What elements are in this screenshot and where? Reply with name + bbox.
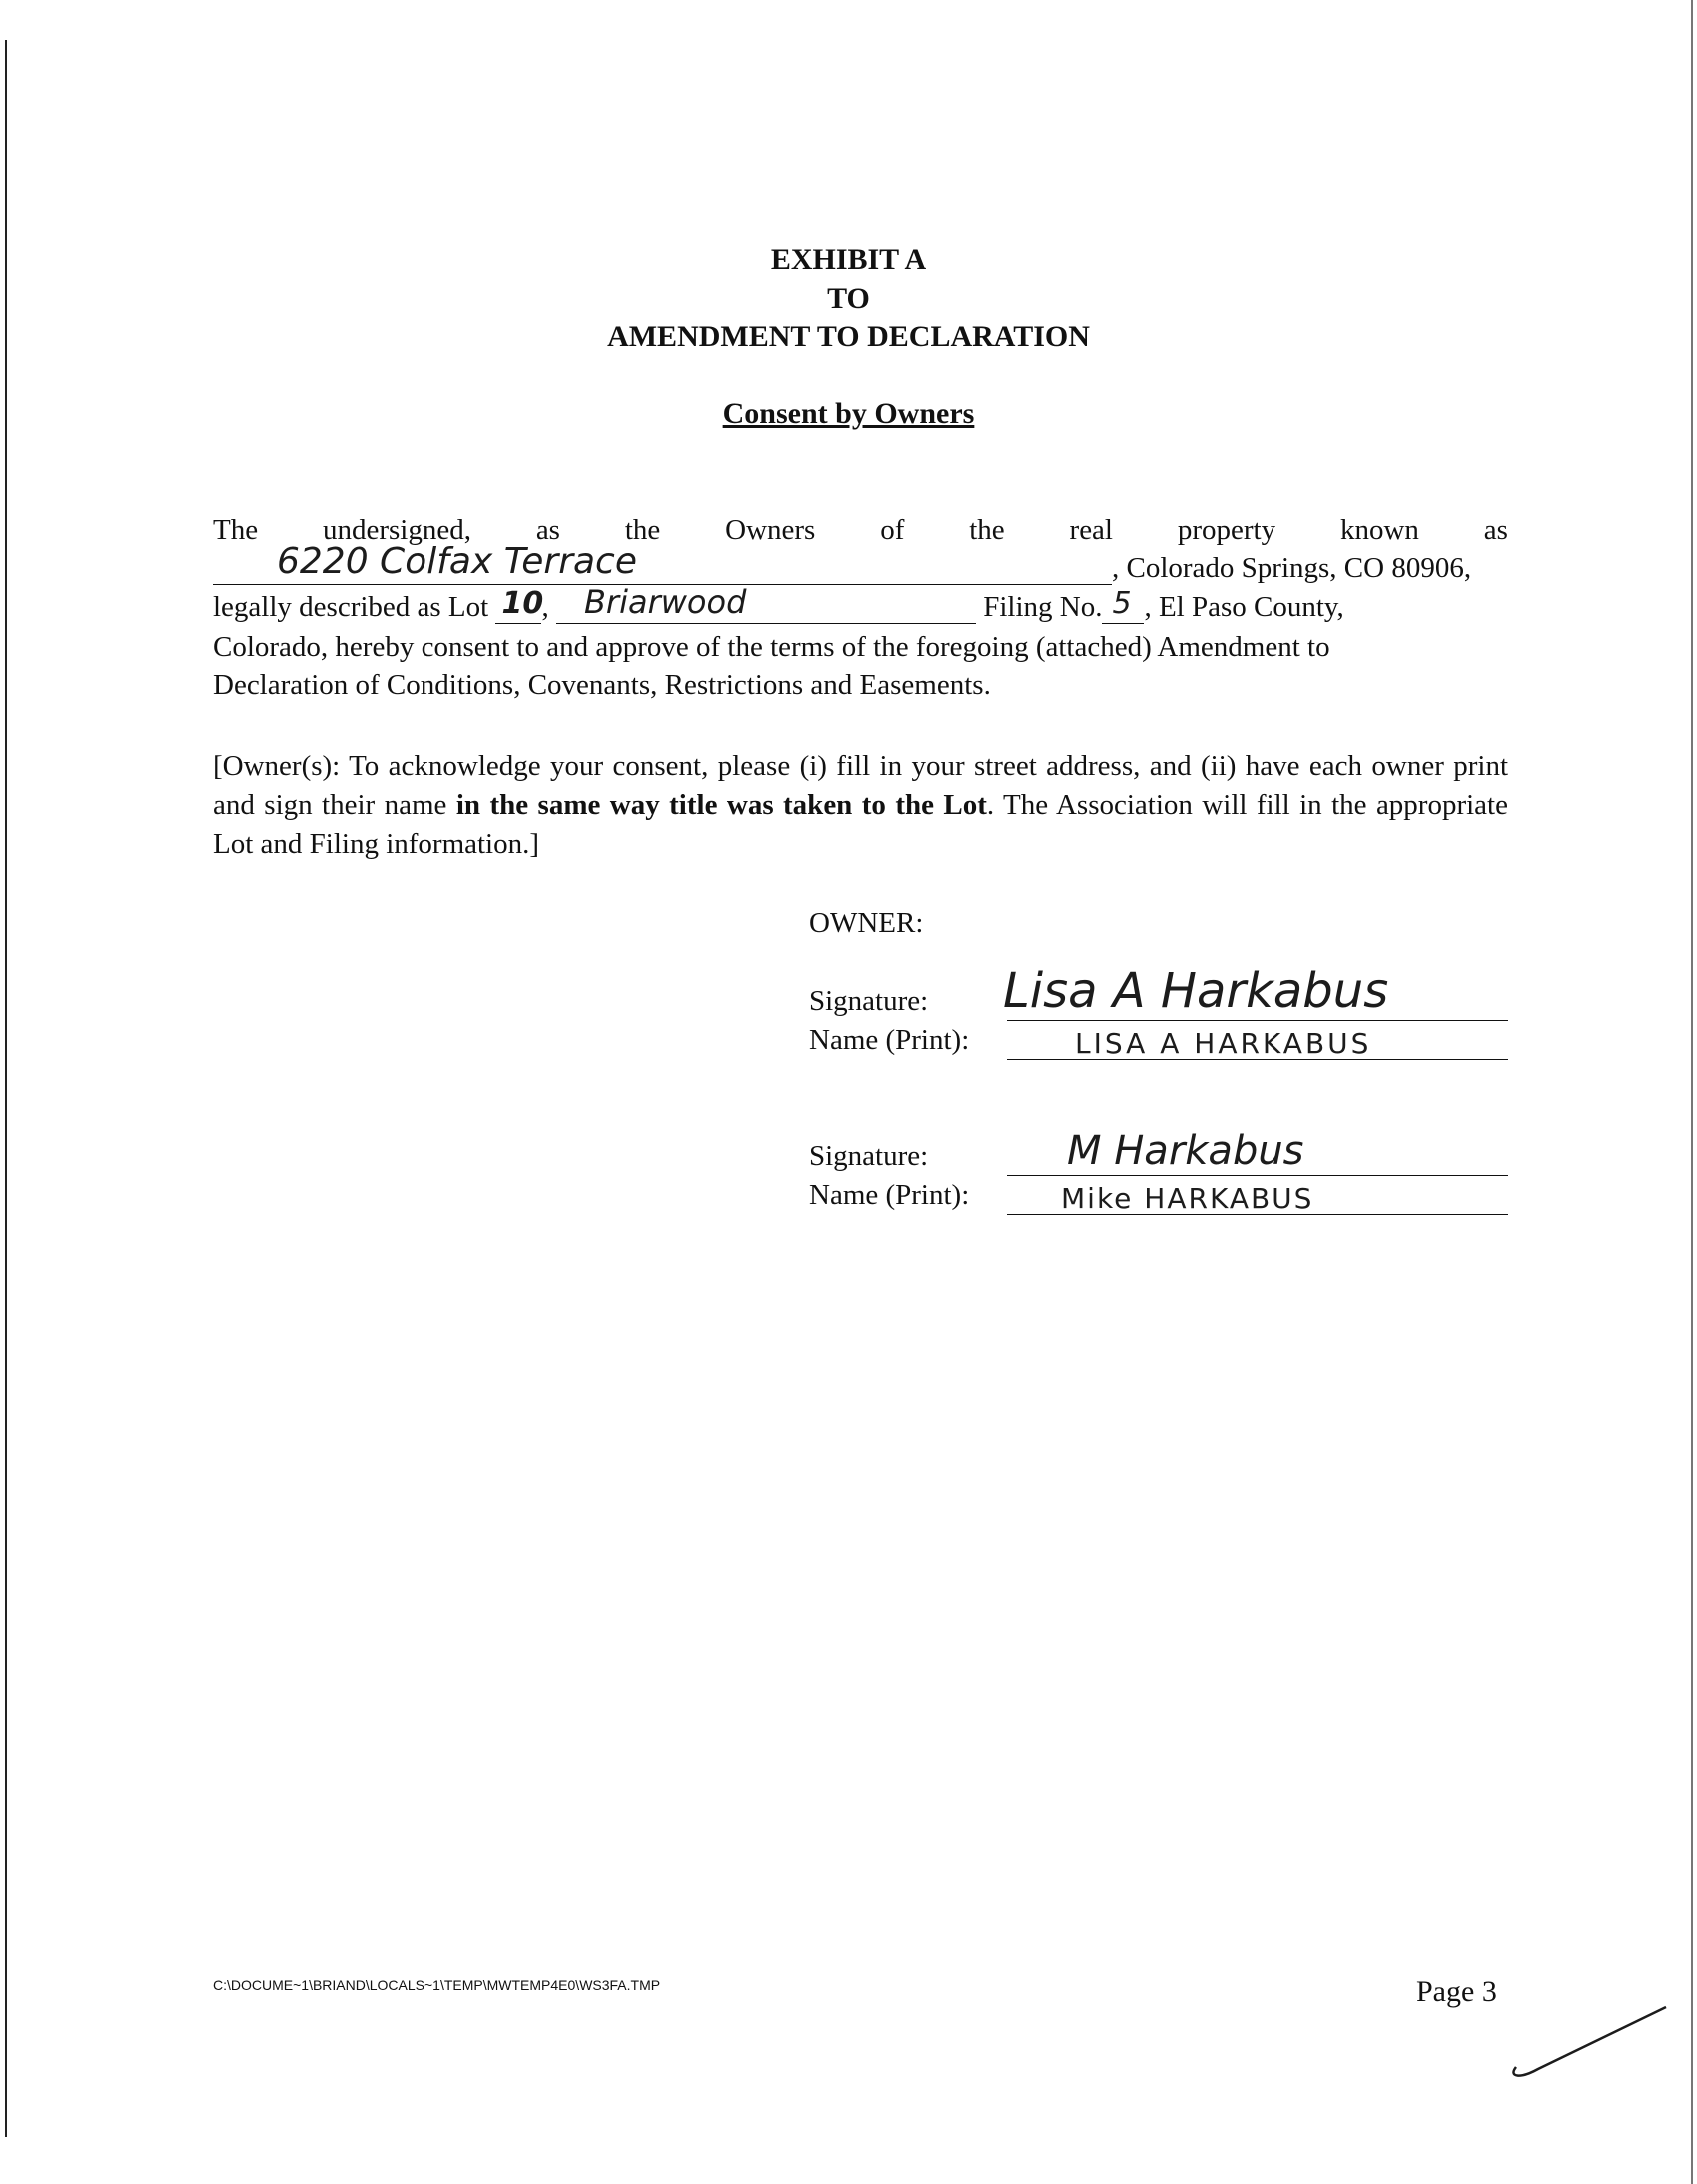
section-subtitle: Consent by Owners (722, 397, 975, 430)
instructions-text-end: . The Association will fill in the appropriate Lot and Filing information.] (213, 789, 1508, 860)
page-number: Page 3 (1416, 1975, 1497, 2008)
scan-edge-left (5, 40, 7, 2137)
signature-label-1: Signature: (809, 985, 929, 1017)
exhibit-heading: EXHIBIT A (770, 243, 927, 276)
word: the (969, 514, 1005, 546)
owner1-signature: Lisa A Harkabus (1003, 963, 1389, 1019)
word: as (1483, 514, 1508, 546)
consent-line-2 (213, 541, 1508, 585)
instructions-text: [Owner(s): To acknowledge your consent, please (i) fill in your street address, and (ii) have each owner print and sign their name (213, 750, 1508, 821)
subdivision-handwriting: Briarwood (583, 583, 747, 621)
lot-handwriting: 10 (501, 586, 544, 621)
word: The (213, 514, 259, 546)
word: as (535, 514, 560, 546)
filing-field[interactable] (1102, 586, 1144, 624)
subdivision-field[interactable] (556, 583, 976, 624)
instructions-emphasis: in the same way title was taken to the Lot (455, 789, 987, 821)
comma: , (541, 591, 549, 623)
owner2-signature: M Harkabus (1067, 1128, 1304, 1174)
word: of (880, 514, 905, 546)
legal-description-label: legally described as Lot (213, 591, 489, 623)
filing-handwriting: 5 (1112, 586, 1132, 621)
signature-label-2: Signature: (809, 1140, 929, 1172)
word: real (1069, 514, 1113, 546)
amendment-heading: AMENDMENT TO DECLARATION (607, 320, 1090, 353)
word: Owners (725, 514, 816, 546)
name-label-2: Name (Print): (809, 1179, 970, 1211)
consent-line-4: Colorado, hereby consent to and approve of the terms of the foregoing (attached) Amendment to (213, 631, 1330, 663)
owner-title: OWNER: (809, 907, 924, 939)
word: the (624, 514, 661, 546)
name-label-1: Name (Print): (809, 1024, 970, 1056)
address-field[interactable] (213, 541, 1112, 585)
owner2-printed-name: Mike HARKABUS (1061, 1182, 1314, 1215)
check-mark-icon (1498, 1997, 1678, 2087)
filing-label: Filing No. (983, 591, 1103, 623)
signature-line-1[interactable] (1007, 1020, 1508, 1021)
address-handwriting: 6220 Colfax Terrace (277, 541, 638, 582)
owner1-printed-name: LISA A HARKABUS (1075, 1027, 1372, 1060)
word: property (1177, 514, 1276, 546)
consent-line-3 (213, 583, 1508, 624)
lot-field[interactable] (495, 586, 544, 624)
consent-line-5: Declaration of Conditions, Covenants, Restrictions and Easements. (213, 669, 991, 701)
word: undersigned, (322, 514, 471, 546)
county-text: , El Paso County, (1144, 591, 1344, 623)
word: known (1339, 514, 1419, 546)
file-path-footer: C:\DOCUME~1\BRIAND\LOCALS~1\TEMP\MWTEMP4E0\WS3FA.TMP (213, 1977, 661, 1993)
instructions-paragraph (213, 747, 1508, 864)
to-heading: TO (827, 282, 870, 315)
city-state-zip: , Colorado Springs, CO 80906, (1112, 552, 1472, 584)
signature-line-2[interactable] (1007, 1175, 1508, 1176)
